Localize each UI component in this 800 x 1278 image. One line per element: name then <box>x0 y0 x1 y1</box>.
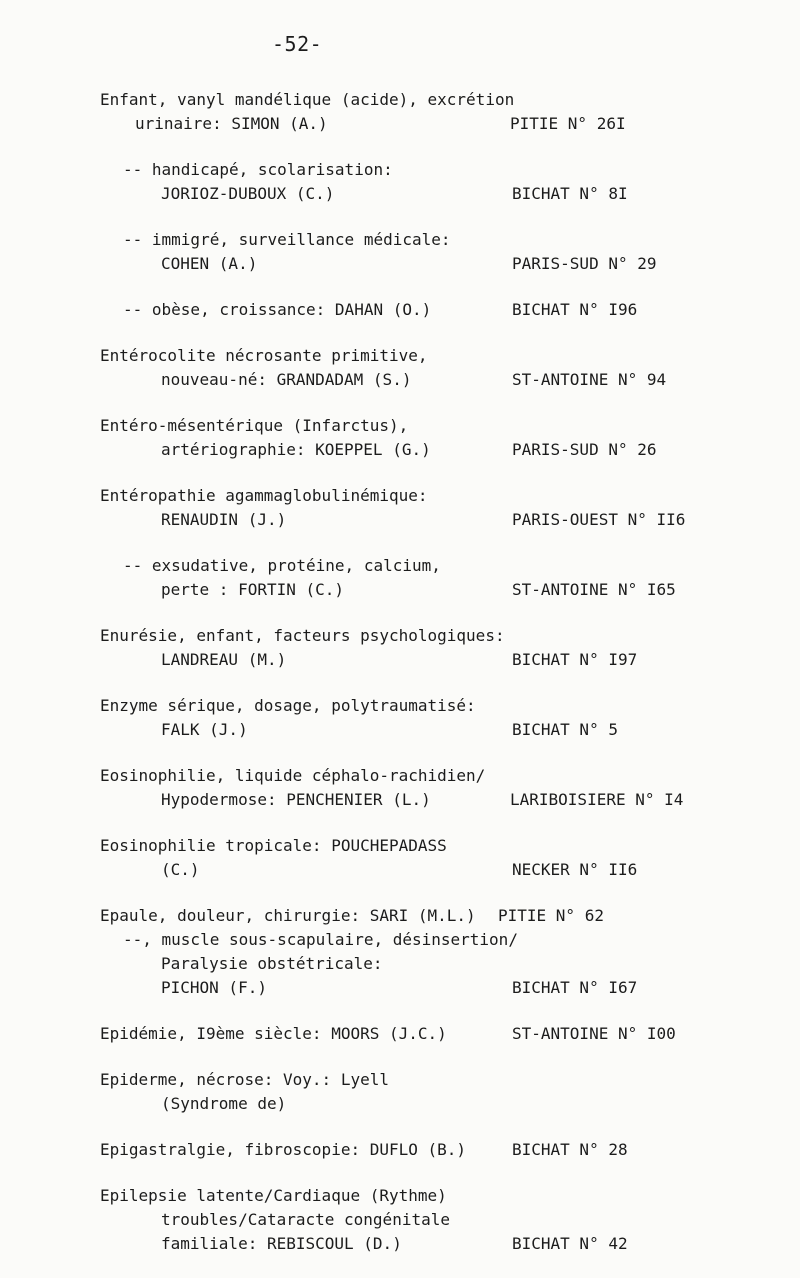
entry-line <box>0 112 800 136</box>
entry-text: urinaire: SIMON (A.) <box>135 114 328 133</box>
thesis-reference: PARIS-OUEST N° II6 <box>512 510 686 529</box>
entry-line <box>0 228 800 252</box>
thesis-reference: PARIS-SUD N° 29 <box>512 254 657 273</box>
entry-line <box>0 438 800 462</box>
entry-text: familiale: REBISCOUL (D.) <box>161 1234 402 1253</box>
entry-line <box>0 694 800 718</box>
index-entry <box>0 1184 800 1256</box>
index-entry <box>0 1138 800 1162</box>
entry-line <box>0 1022 800 1046</box>
index-entry <box>0 764 800 812</box>
thesis-reference: LARIBOISIERE N° I4 <box>510 790 684 809</box>
entry-text: Entéro-mésentérique (Infarctus), <box>100 416 409 435</box>
entry-line <box>0 554 800 578</box>
entry-line <box>0 858 800 882</box>
entry-text: Epidémie, I9ème siècle: MOORS (J.C.) <box>100 1024 447 1043</box>
entry-line <box>0 834 800 858</box>
entry-text: -- exsudative, protéine, calcium, <box>123 556 441 575</box>
entry-line <box>0 928 800 952</box>
entry-text: Enzyme sérique, dosage, polytraumatisé: <box>100 696 476 715</box>
thesis-reference: BICHAT N° I96 <box>512 300 638 319</box>
thesis-reference: ST-ANTOINE N° I00 <box>512 1024 676 1043</box>
entry-line <box>0 252 800 276</box>
entry-text: Entéropathie agammaglobulinémique: <box>100 486 428 505</box>
index-entry <box>0 1022 800 1046</box>
index-entry <box>0 834 800 882</box>
entry-text: Epiderme, nécrose: Voy.: Lyell <box>100 1070 389 1089</box>
index-entry <box>0 694 800 742</box>
entry-line <box>0 648 800 672</box>
entry-line <box>0 952 800 976</box>
entry-text: Paralysie obstétricale: <box>161 954 383 973</box>
thesis-reference: ST-ANTOINE N° 94 <box>512 370 667 389</box>
entry-text: Epaule, douleur, chirurgie: SARI (M.L.) <box>100 906 476 925</box>
entry-line <box>0 904 800 928</box>
entry-line <box>0 764 800 788</box>
entry-line <box>0 1138 800 1162</box>
entry-line <box>0 484 800 508</box>
page-number: -52- <box>272 32 323 56</box>
entry-text: Epilepsie latente/Cardiaque (Rythme) <box>100 1186 447 1205</box>
entry-text: PICHON (F.) <box>161 978 267 997</box>
index-entry <box>0 158 800 206</box>
thesis-reference: PITIE N° 62 <box>498 906 604 925</box>
index-entry <box>0 298 800 322</box>
index-entry <box>0 414 800 462</box>
entry-line <box>0 414 800 438</box>
entry-text: -- handicapé, scolarisation: <box>123 160 393 179</box>
entry-text: Eosinophilie tropicale: POUCHEPADASS <box>100 836 447 855</box>
entry-text: -- immigré, surveillance médicale: <box>123 230 451 249</box>
index-entry <box>0 344 800 392</box>
index-entry <box>0 1068 800 1116</box>
index-entry <box>0 88 800 136</box>
entry-line <box>0 1208 800 1232</box>
thesis-reference: PITIE N° 26I <box>510 114 626 133</box>
entry-line <box>0 1184 800 1208</box>
entry-text: Enurésie, enfant, facteurs psychologiques: <box>100 626 505 645</box>
entry-text: Eosinophilie, liquide céphalo-rachidien/ <box>100 766 486 785</box>
entry-line <box>0 508 800 532</box>
entry-line <box>0 368 800 392</box>
entry-line <box>0 344 800 368</box>
thesis-reference: BICHAT N° I97 <box>512 650 638 669</box>
entry-text: Hypodermose: PENCHENIER (L.) <box>161 790 431 809</box>
entry-text: troubles/Cataracte congénitale <box>161 1210 450 1229</box>
thesis-reference: ST-ANTOINE N° I65 <box>512 580 676 599</box>
thesis-reference: PARIS-SUD N° 26 <box>512 440 657 459</box>
thesis-reference: NECKER N° II6 <box>512 860 638 879</box>
entry-line <box>0 578 800 602</box>
thesis-reference: BICHAT N° I67 <box>512 978 638 997</box>
entry-text: perte : FORTIN (C.) <box>161 580 345 599</box>
entry-text: COHEN (A.) <box>161 254 258 273</box>
entry-line <box>0 182 800 206</box>
entry-line <box>0 1232 800 1256</box>
entry-text: (C.) <box>161 860 200 879</box>
index-entry <box>0 228 800 276</box>
index-entry <box>0 624 800 672</box>
thesis-reference: BICHAT N° 5 <box>512 720 618 739</box>
index-entry <box>0 484 800 532</box>
entry-text: Enfant, vanyl mandélique (acide), excrétion <box>100 90 515 109</box>
entry-text: LANDREAU (M.) <box>161 650 287 669</box>
entry-text: -- obèse, croissance: DAHAN (O.) <box>123 300 432 319</box>
thesis-reference: BICHAT N° 28 <box>512 1140 628 1159</box>
index-entry <box>0 904 800 1000</box>
entry-text: nouveau-né: GRANDADAM (S.) <box>161 370 412 389</box>
entry-line <box>0 88 800 112</box>
entry-text: FALK (J.) <box>161 720 248 739</box>
entry-text: --, muscle sous-scapulaire, désinsertion/ <box>123 930 518 949</box>
thesis-reference: BICHAT N° 42 <box>512 1234 628 1253</box>
entry-text: JORIOZ-DUBOUX (C.) <box>161 184 335 203</box>
entry-text: artériographie: KOEPPEL (G.) <box>161 440 431 459</box>
entry-line <box>0 1068 800 1092</box>
index-entry <box>0 554 800 602</box>
entry-text: Entérocolite nécrosante primitive, <box>100 346 428 365</box>
thesis-reference: BICHAT N° 8I <box>512 184 628 203</box>
index-entries <box>0 88 800 1278</box>
entry-text: (Syndrome de) <box>161 1094 287 1113</box>
entry-line <box>0 298 800 322</box>
entry-text: RENAUDIN (J.) <box>161 510 287 529</box>
entry-line <box>0 976 800 1000</box>
entry-line <box>0 788 800 812</box>
entry-line <box>0 1092 800 1116</box>
entry-line <box>0 718 800 742</box>
entry-line <box>0 158 800 182</box>
entry-text: Epigastralgie, fibroscopie: DUFLO (B.) <box>100 1140 467 1159</box>
entry-line <box>0 624 800 648</box>
